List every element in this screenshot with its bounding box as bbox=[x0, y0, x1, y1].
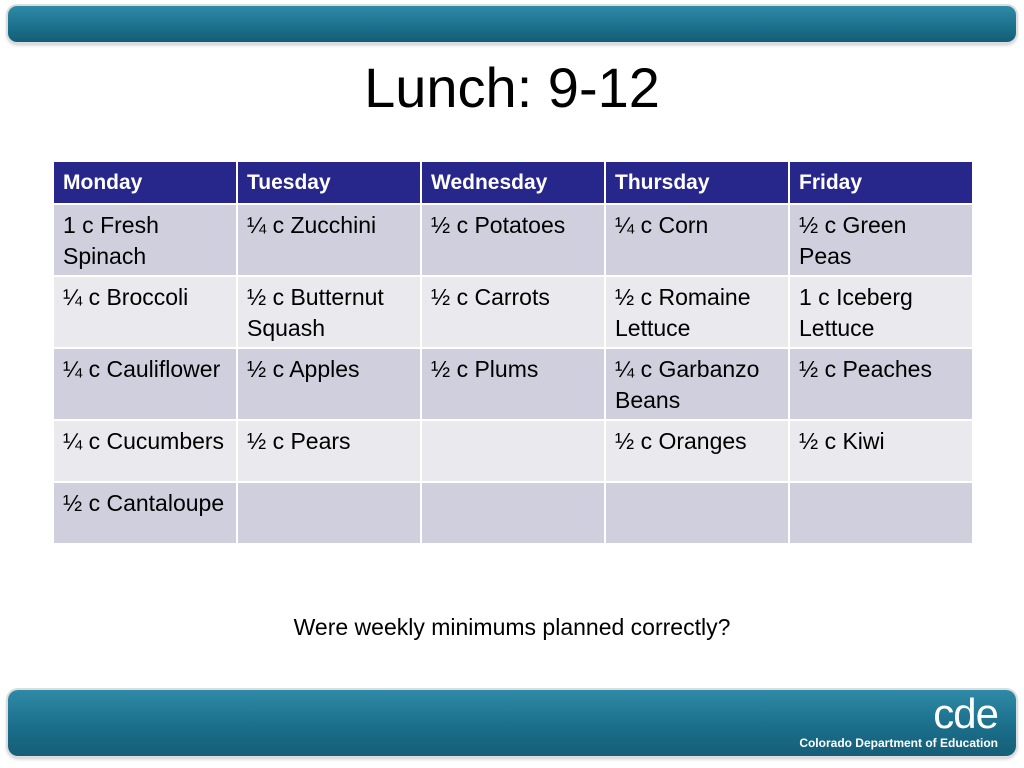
table-cell: ½ c Butternut Squash bbox=[237, 276, 421, 348]
table-row bbox=[53, 420, 973, 482]
table-cell: ¼ c Corn bbox=[605, 204, 789, 276]
table-cell: ¼ c Cauliflower bbox=[53, 348, 237, 420]
header-tuesday: Tuesday bbox=[237, 162, 421, 204]
organization-name: Colorado Department of Education bbox=[799, 736, 998, 750]
table-cell: ¼ c Broccoli bbox=[53, 276, 237, 348]
header-thursday: Thursday bbox=[605, 162, 789, 204]
table-cell bbox=[421, 482, 605, 544]
table-cell: ½ c Pears bbox=[237, 420, 421, 482]
table-cell: ½ c Kiwi bbox=[789, 420, 973, 482]
lunch-menu-table bbox=[52, 162, 974, 545]
header-monday: Monday bbox=[53, 162, 237, 204]
table-cell: ½ c Romaine Lettuce bbox=[605, 276, 789, 348]
table-row bbox=[53, 276, 973, 348]
table-cell: ½ c Cantaloupe bbox=[53, 482, 237, 544]
table-row bbox=[53, 348, 973, 420]
table-cell: ½ c Apples bbox=[237, 348, 421, 420]
bottom-banner bbox=[8, 690, 1016, 756]
cde-logo-mark: cde bbox=[933, 690, 998, 737]
table-row bbox=[53, 482, 973, 544]
table-header-row bbox=[53, 162, 973, 204]
slide-title: Lunch: 9-12 bbox=[364, 56, 660, 119]
cde-logo bbox=[799, 692, 998, 750]
table-cell: 1 c Iceberg Lettuce bbox=[789, 276, 973, 348]
table-cell: ¼ c Zucchini bbox=[237, 204, 421, 276]
question-text: Were weekly minimums planned correctly? bbox=[293, 614, 731, 640]
table-cell: ½ c Plums bbox=[421, 348, 605, 420]
table-cell bbox=[237, 482, 421, 544]
header-friday: Friday bbox=[789, 162, 973, 204]
table-cell bbox=[421, 420, 605, 482]
table-cell: ¼ c Garbanzo Beans bbox=[605, 348, 789, 420]
table-cell: 1 c Fresh Spinach bbox=[53, 204, 237, 276]
table-cell: ½ c Oranges bbox=[605, 420, 789, 482]
table-cell: ½ c Green Peas bbox=[789, 204, 973, 276]
top-banner bbox=[8, 6, 1016, 42]
header-wednesday: Wednesday bbox=[421, 162, 605, 204]
table-cell: ½ c Carrots bbox=[421, 276, 605, 348]
table-row bbox=[53, 204, 973, 276]
table-cell: ¼ c Cucumbers bbox=[53, 420, 237, 482]
table-cell bbox=[789, 482, 973, 544]
table-cell bbox=[605, 482, 789, 544]
table-cell: ½ c Peaches bbox=[789, 348, 973, 420]
table-cell: ½ c Potatoes bbox=[421, 204, 605, 276]
